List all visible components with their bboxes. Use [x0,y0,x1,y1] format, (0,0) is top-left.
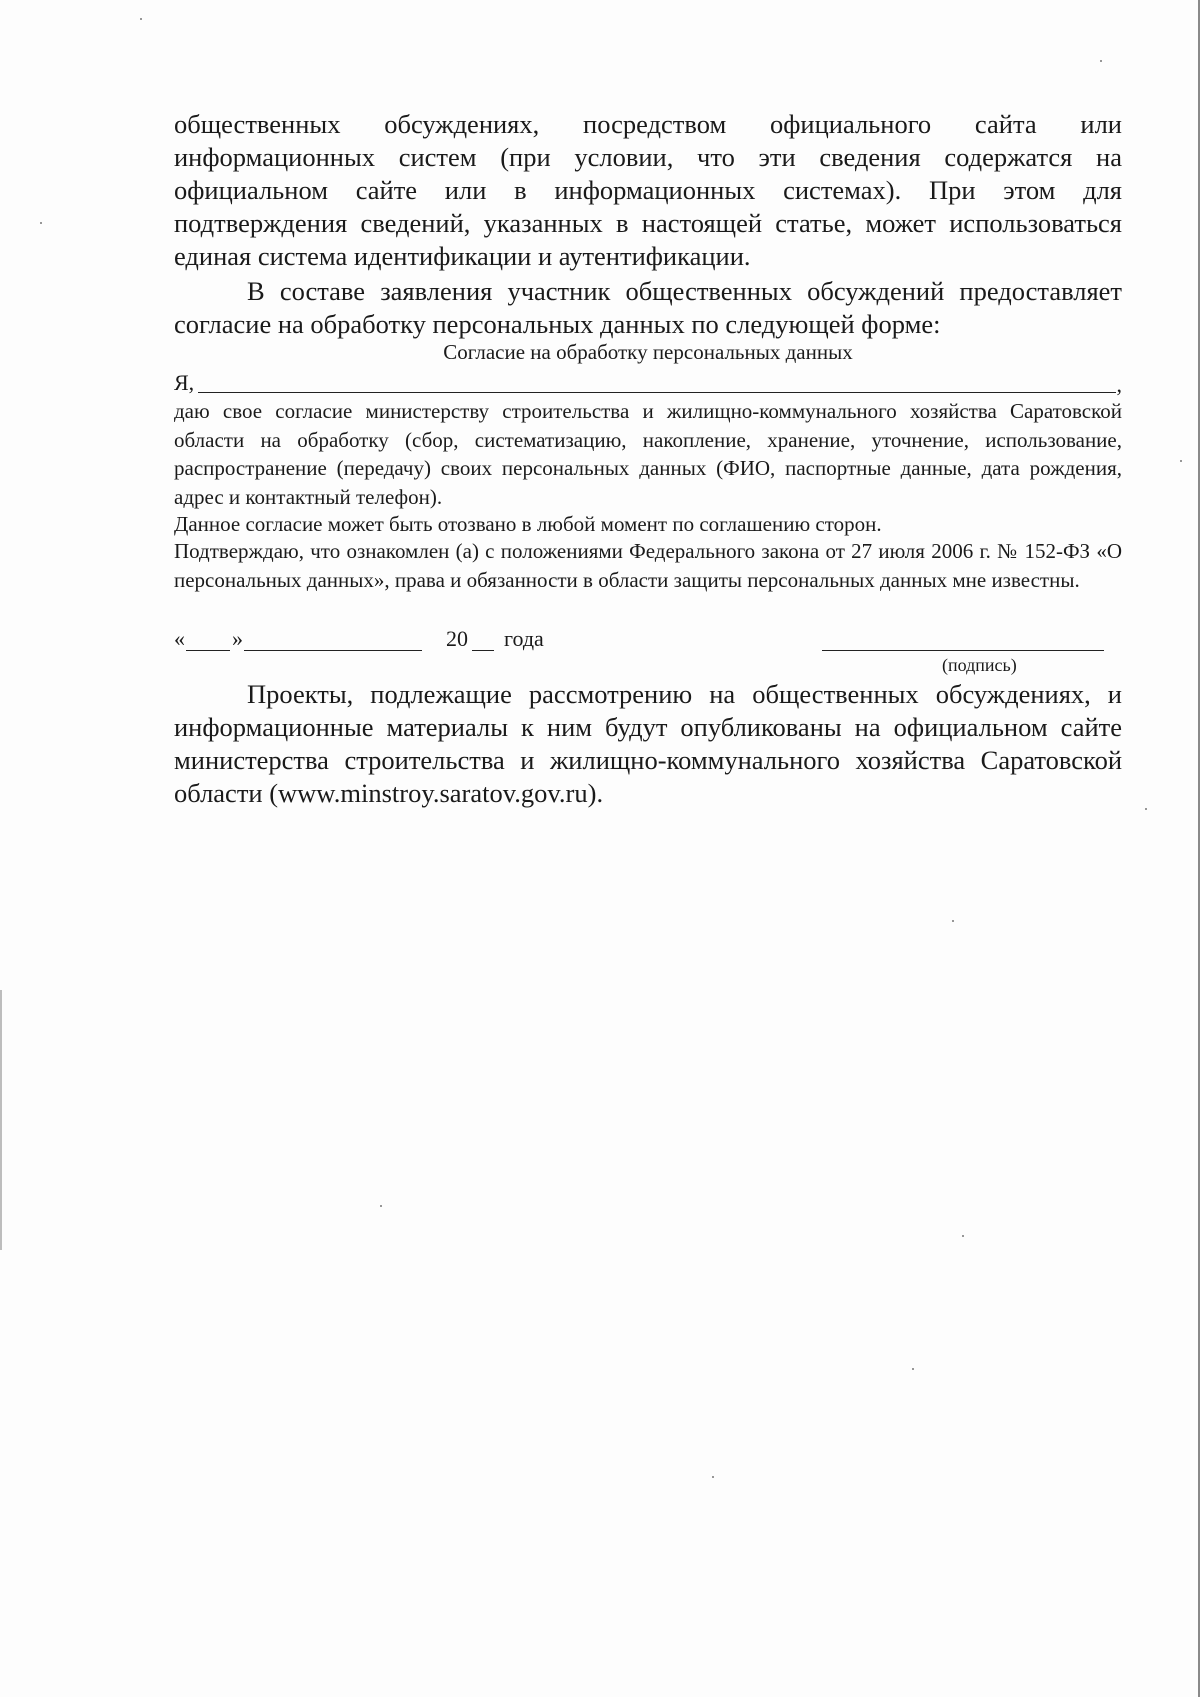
scan-edge-left [0,990,2,1250]
scan-speck [912,1368,914,1370]
date-suffix: года [504,626,544,651]
ya-label: Я, [174,370,195,395]
year-prefix: 20 [446,626,468,651]
revocation-text: Данное согласие может быть отозвано в любой момент по соглашению сторон. [174,512,882,536]
date-open-quote: « [174,626,185,651]
consent-form-title: Согласие на обработку персональных данных [443,340,853,364]
scan-speck [380,1205,382,1207]
scan-speck [140,18,142,20]
scan-speck [40,222,42,224]
scan-speck [1145,808,1147,810]
scan-speck [1180,460,1182,462]
signature-caption: (подпись) [942,655,1017,675]
paragraph-continuation: общественных обсуждениях, посредством официального сайта или информационных систем (при условии, что эти сведения содержатся на официальном сайте или в информационных системах). При этом для подтверждения сведений, указанных в настоящей статье, может использоваться единая система идентификации и аутентификации. [174,109,1122,271]
day-blank [186,650,230,651]
paragraph-consent-intro: В составе заявления участник общественных обсуждений предоставляет согласие на обработку персональных данных по следующей форме: [174,276,1122,339]
date-close-quote: » [232,626,243,651]
scan-speck [962,1235,964,1237]
consent-text: даю свое согласие министерству строительства и жилищно-коммунального хозяйства Саратовской области на обработку (сбор, систематизацию, накопление, хранение, уточнение, использование, распространение (передачу) своих персональных данных (ФИО, паспортные данные, дата рождения, адрес и контактный телефон). [174,399,1122,509]
year-blank [472,650,494,651]
full-name-blank [198,392,1116,393]
acknowledgement-text: Подтверждаю, что ознакомлен (а) с положениями Федерального закона от 27 июля 2006 г. № 152-ФЗ «О персональных данных», права и обязанности в области защиты персональных данных мне известны. [174,539,1122,592]
scan-speck [1100,60,1102,62]
full-name-line [174,370,1122,398]
scan-speck [712,1476,714,1478]
scan-speck [952,920,954,922]
signature-blank [822,650,1104,651]
date-line [174,626,594,656]
paragraph-publication: Проекты, подлежащие рассмотрению на общественных обсуждениях, и информационные материалы к ним будут опубликованы на официальном сайте министерства строительства и жилищно-коммунального хозяйства Саратовской области (www.minstroy.saratov.gov.ru). [174,679,1122,808]
month-blank [244,650,422,651]
ya-comma: , [1116,372,1122,397]
